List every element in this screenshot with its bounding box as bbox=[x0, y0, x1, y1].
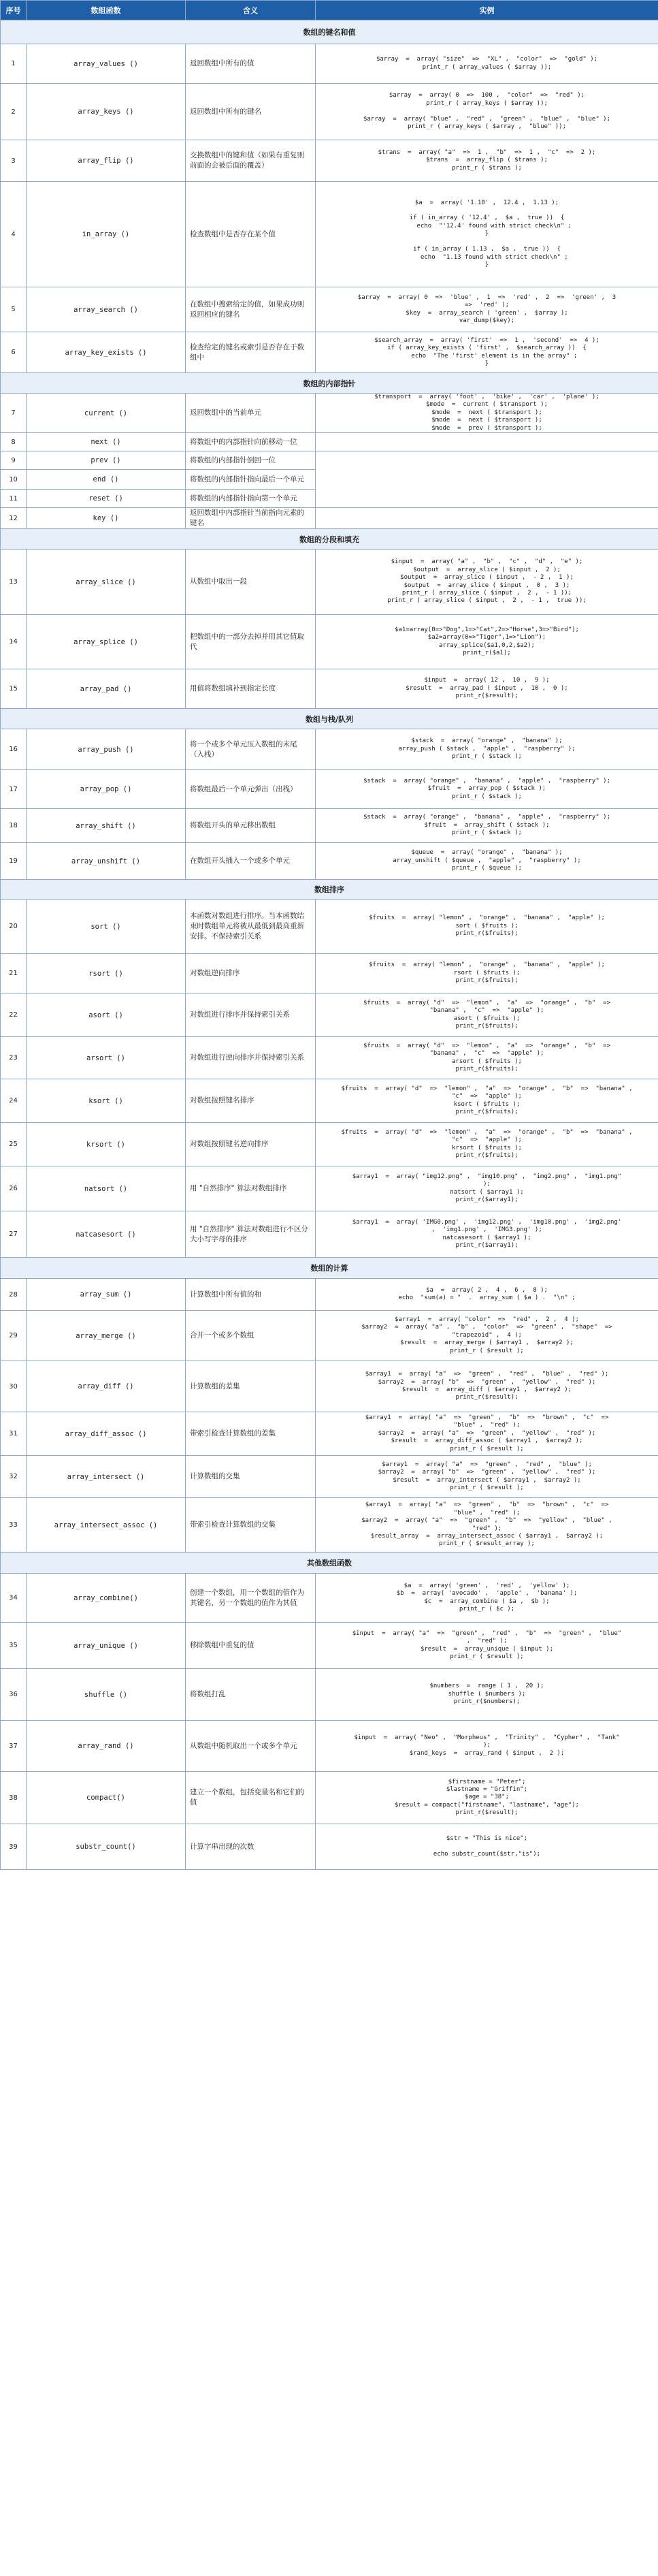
example-cell bbox=[316, 44, 658, 84]
function-name: array_diff_assoc () bbox=[27, 1412, 186, 1456]
table-row bbox=[1, 433, 658, 451]
function-name: array_merge () bbox=[27, 1311, 186, 1361]
table-row bbox=[1, 1123, 658, 1166]
table-row bbox=[1, 1824, 658, 1870]
function-meaning: 将数组的内部指针指向最后一个单元 bbox=[186, 470, 316, 490]
section-title: 其他数组函数 bbox=[1, 1553, 658, 1574]
table-body bbox=[1, 20, 658, 1870]
row-number: 14 bbox=[1, 615, 27, 669]
example-code: $fruits = array( "lemon" , "orange" , "banana" , "apple" ); rsort ( $fruits ); print_r($fruits); bbox=[369, 961, 605, 985]
function-name: array_values () bbox=[27, 44, 186, 84]
example-cell bbox=[316, 900, 658, 954]
table-row bbox=[1, 1079, 658, 1123]
example-cell bbox=[316, 394, 658, 433]
example-cell bbox=[316, 1623, 658, 1669]
row-number: 23 bbox=[1, 1037, 27, 1079]
table-row bbox=[1, 1574, 658, 1623]
example-code: $search_array = array( 'first' => 1 , 'second' => 4 ); if ( array_key_exists ( 'first' , $search_array )) { echo "The 'first' element is in the array" ; } bbox=[374, 336, 599, 367]
row-number: 39 bbox=[1, 1824, 27, 1870]
row-number: 26 bbox=[1, 1166, 27, 1211]
function-name: arsort () bbox=[27, 1037, 186, 1079]
function-meaning: 返回数组中的当前单元 bbox=[186, 394, 316, 433]
row-number: 19 bbox=[1, 843, 27, 880]
table-row bbox=[1, 1721, 658, 1772]
function-name: shuffle () bbox=[27, 1669, 186, 1721]
function-meaning: 对数组按照键名排序 bbox=[186, 1079, 316, 1123]
row-number: 30 bbox=[1, 1361, 27, 1412]
function-name: array_intersect () bbox=[27, 1456, 186, 1498]
function-name: next () bbox=[27, 433, 186, 451]
example-cell bbox=[316, 1824, 658, 1870]
example-cell bbox=[316, 1498, 658, 1553]
function-meaning: 用值将数组填补到指定长度 bbox=[186, 669, 316, 709]
example-code: $array1 = array( "img12.png" , "img10.png" , "img2.png" , "img1.png" ); natsort ( $array1 ); print_r($array1); bbox=[352, 1173, 622, 1203]
example-cell bbox=[316, 993, 658, 1037]
function-meaning: 用 "自然排序" 算法对数组排序 bbox=[186, 1166, 316, 1211]
row-number: 35 bbox=[1, 1623, 27, 1669]
table-row bbox=[1, 1211, 658, 1258]
function-name: array_push () bbox=[27, 729, 186, 770]
function-meaning: 将数组的内部指针倒回一位 bbox=[186, 451, 316, 470]
row-number: 8 bbox=[1, 433, 27, 451]
function-meaning: 交换数组中的键和值（如果有重复则前面的会被后面的覆盖） bbox=[186, 140, 316, 182]
row-number: 13 bbox=[1, 550, 27, 615]
table-row bbox=[1, 1037, 658, 1079]
example-code: $fruits = array( "d" => "lemon" , "a" => "orange" , "b" => "banana" , "c" => "apple" ); krsort ( $fruits ); print_r($fruits); bbox=[341, 1128, 633, 1159]
example-code: $input = array( "Neo" , "Morpheus" , "Trinity" , "Cypher" , "Tank" ); $rand_keys = array_rand ( $input , 2 ); bbox=[354, 1734, 620, 1757]
section-row bbox=[1, 529, 658, 550]
row-number: 34 bbox=[1, 1574, 27, 1623]
function-meaning: 在数组开头插入一个或多个单元 bbox=[186, 843, 316, 880]
function-name: array_rand () bbox=[27, 1721, 186, 1772]
row-number: 33 bbox=[1, 1498, 27, 1553]
function-name: array_unique () bbox=[27, 1623, 186, 1669]
section-row bbox=[1, 1258, 658, 1279]
function-name: reset () bbox=[27, 490, 186, 508]
example-code: $numbers = range ( 1 , 20 ); shuffle ( $numbers ); print_r($numbers); bbox=[429, 1683, 544, 1706]
row-number: 27 bbox=[1, 1211, 27, 1258]
function-name: natsort () bbox=[27, 1166, 186, 1211]
row-number: 17 bbox=[1, 770, 27, 809]
example-code: $stack = array( "orange" , "banana" , "apple" , "raspberry" ); $fruit = array_pop ( $stack ); print_r ( $stack ); bbox=[363, 777, 611, 800]
table-row bbox=[1, 332, 658, 373]
section-title: 数组的计算 bbox=[1, 1258, 658, 1279]
example-cell bbox=[316, 1211, 658, 1258]
row-number: 2 bbox=[1, 84, 27, 140]
table-row bbox=[1, 182, 658, 287]
row-number: 1 bbox=[1, 44, 27, 84]
function-name: array_shift () bbox=[27, 809, 186, 843]
table-row bbox=[1, 993, 658, 1037]
example-cell bbox=[316, 182, 658, 287]
function-name: sort () bbox=[27, 900, 186, 954]
function-name: compact() bbox=[27, 1772, 186, 1824]
header-example: 实例 bbox=[316, 1, 658, 20]
section-title: 数组的内部指针 bbox=[1, 373, 658, 394]
section-title: 数组的键名和值 bbox=[1, 20, 658, 44]
row-number: 25 bbox=[1, 1123, 27, 1166]
function-name: in_array () bbox=[27, 182, 186, 287]
header-meaning: 含义 bbox=[186, 1, 316, 20]
example-code: $array = array( 0 => 'blue' , 1 => 'red' , 2 => 'green' , 3 => 'red' ); $key = array_search ( 'green' , $array ); var_dump($key); bbox=[357, 293, 616, 324]
function-name: array_unshift () bbox=[27, 843, 186, 880]
example-code: $queue = array( "orange" , "banana" ); array_unshift ( $queue , "apple" , "raspberry" ); print_r ( $queue ); bbox=[393, 849, 581, 872]
example-code: $a1=array(0=>"Dog",1=>"Cat",2=>"Horse",3=>"Bird"); $a2=array(0=>"Tiger",1=>"Lion"); array_splice($a1,0,2,$a2); print_r($a1); bbox=[395, 626, 579, 656]
example-code: $trans = array( "a" => 1 , "b" => 1 , "c" => 2 ); $trans = array_flip ( $trans ); print_r ( $trans ); bbox=[378, 148, 596, 172]
example-cell bbox=[316, 1574, 658, 1623]
table-row bbox=[1, 451, 658, 470]
function-name: array_slice () bbox=[27, 550, 186, 615]
section-title: 数组排序 bbox=[1, 880, 658, 900]
table-row bbox=[1, 900, 658, 954]
example-cell bbox=[316, 1772, 658, 1824]
function-name: array_pop () bbox=[27, 770, 186, 809]
table-row bbox=[1, 1669, 658, 1721]
table-row bbox=[1, 809, 658, 843]
function-name: array_pad () bbox=[27, 669, 186, 709]
row-number: 12 bbox=[1, 508, 27, 529]
row-number: 36 bbox=[1, 1669, 27, 1721]
row-number: 24 bbox=[1, 1079, 27, 1123]
example-cell bbox=[316, 1412, 658, 1456]
header-function: 数组函数 bbox=[27, 1, 186, 20]
row-number: 7 bbox=[1, 394, 27, 433]
function-name: ksort () bbox=[27, 1079, 186, 1123]
function-meaning: 返回数组中所有的键名 bbox=[186, 84, 316, 140]
function-meaning: 对数组进行排序并保持索引关系 bbox=[186, 993, 316, 1037]
table-row bbox=[1, 394, 658, 433]
function-meaning: 从数组中随机取出一个或多个单元 bbox=[186, 1721, 316, 1772]
function-meaning: 合并一个或多个数组 bbox=[186, 1311, 316, 1361]
example-code: $fruits = array( "d" => "lemon" , "a" => "orange" , "b" => "banana" , "c" => "apple" ); ksort ( $fruits ); print_r($fruits); bbox=[341, 1085, 633, 1115]
table-row bbox=[1, 1623, 658, 1669]
function-meaning: 将数组的内部指针指向第一个单元 bbox=[186, 490, 316, 508]
example-cell bbox=[316, 843, 658, 880]
example-code: $array1 = array( 'IMG0.png' , 'img12.png' , 'img10.png' , 'img2.png' , 'img1.png' , 'IMG3.png' ); natcasesort ( $array1 ); print_r($array1); bbox=[352, 1218, 622, 1249]
table-row bbox=[1, 1279, 658, 1311]
function-name: end () bbox=[27, 470, 186, 490]
table-row bbox=[1, 287, 658, 332]
function-name: array_sum () bbox=[27, 1279, 186, 1311]
example-cell bbox=[316, 1311, 658, 1361]
function-meaning: 将一个或多个单元压入数组的末尾（入栈） bbox=[186, 729, 316, 770]
section-title: 数组与栈/队列 bbox=[1, 709, 658, 729]
function-name: array_flip () bbox=[27, 140, 186, 182]
function-name: asort () bbox=[27, 993, 186, 1037]
function-meaning: 将数组打乱 bbox=[186, 1669, 316, 1721]
example-cell bbox=[316, 1037, 658, 1079]
row-number: 20 bbox=[1, 900, 27, 954]
function-meaning: 把数组中的一部分去掉并用其它值取代 bbox=[186, 615, 316, 669]
example-cell bbox=[316, 1166, 658, 1211]
example-code: $str = "This is nice"; echo substr_count($str,"is"); bbox=[433, 1834, 541, 1858]
example-cell bbox=[316, 1079, 658, 1123]
row-number: 3 bbox=[1, 140, 27, 182]
example-code: $transport = array( 'foot' , 'bike' , 'car' , 'plane' ); $mode = current ( $transport ); $mode = next ( $transport ); $mode = next ( $transport ); $mode = prev ( $transport ); bbox=[374, 394, 599, 432]
example-cell bbox=[316, 1361, 658, 1412]
row-number: 10 bbox=[1, 470, 27, 490]
function-meaning: 计算数组的差集 bbox=[186, 1361, 316, 1412]
function-meaning: 计算字串出现的次数 bbox=[186, 1824, 316, 1870]
function-meaning: 建立一个数组，包括变量名和它们的值 bbox=[186, 1772, 316, 1824]
function-meaning: 在数组中搜索给定的值，如果成功则返回相应的键名 bbox=[186, 287, 316, 332]
example-cell bbox=[316, 550, 658, 615]
section-row bbox=[1, 709, 658, 729]
row-number: 6 bbox=[1, 332, 27, 373]
example-code: $array1 = array( "a" => "green" , "b" => "brown" , "c" => "blue" , "red" ); $array2 = array( "a" => "green" , "yellow" , "red" ); $result = array_diff_assoc ( $array1 , $array2 ); print_r ( $result ); bbox=[365, 1414, 609, 1452]
example-code: $input = array( "a" => "green" , "red" , "b" => "green" , "blue" , "red" ); $result = array_unique ( $input ); print_r ( $result ); bbox=[352, 1629, 622, 1660]
table-row bbox=[1, 140, 658, 182]
function-name: natcasesort () bbox=[27, 1211, 186, 1258]
function-name: array_key_exists () bbox=[27, 332, 186, 373]
example-cell bbox=[316, 332, 658, 373]
example-code: $array = array( "size" => "XL" , "color" => "gold" ); print_r ( array_values ( $array )); bbox=[376, 56, 598, 71]
table-row bbox=[1, 615, 658, 669]
function-name: substr_count() bbox=[27, 1824, 186, 1870]
function-meaning: 将数组开头的单元移出数组 bbox=[186, 809, 316, 843]
function-meaning: 本函数对数组进行排序。当本函数结束时数组单元将被从最低到最高重新安排。不保持索引关系 bbox=[186, 900, 316, 954]
example-cell bbox=[316, 287, 658, 332]
function-meaning: 对数组逆向排序 bbox=[186, 954, 316, 993]
table-row bbox=[1, 44, 658, 84]
row-number: 37 bbox=[1, 1721, 27, 1772]
example-cell bbox=[316, 1123, 658, 1166]
function-meaning: 检查数组中是否存在某个值 bbox=[186, 182, 316, 287]
function-name: array_diff () bbox=[27, 1361, 186, 1412]
example-code: $array1 = array( "color" => "red" , 2 , 4 ); $array2 = array( "a" , "b" , "color" => "green" , "shape" => "trapezoid" , 4 ); $result = array_merge ( $array1 , $array2 ); print_r ( $result ); bbox=[361, 1316, 612, 1354]
example-code: $input = array( 12 , 10 , 9 ); $result = array_pad ( $input , 10 , 0 ); print_r($result); bbox=[406, 677, 568, 700]
example-code: $stack = array( "orange" , "banana" , "apple" , "raspberry" ); $fruit = array_shift ( $stack ); print_r ( $stack ); bbox=[363, 814, 611, 837]
table-row bbox=[1, 84, 658, 140]
row-number: 28 bbox=[1, 1279, 27, 1311]
example-code: $fruits = array( "d" => "lemon" , "a" => "orange" , "b" => "banana" , "c" => "apple" ); arsort ( $fruits ); print_r($fruits); bbox=[363, 1042, 611, 1072]
row-number: 11 bbox=[1, 490, 27, 508]
table-row bbox=[1, 729, 658, 770]
example-cell bbox=[316, 508, 658, 529]
example-code: $stack = array( "orange" , "banana" ); array_push ( $stack , "apple" , "raspberry" ); print_r ( $stack ); bbox=[398, 737, 576, 761]
table-row bbox=[1, 508, 658, 529]
row-number: 5 bbox=[1, 287, 27, 332]
function-meaning: 将数组中的内部指针向前移动一位 bbox=[186, 433, 316, 451]
function-meaning: 返回数组中内部指针当前指向元素的键名 bbox=[186, 508, 316, 529]
function-meaning: 带索引检查计算数组的差集 bbox=[186, 1412, 316, 1456]
row-number: 22 bbox=[1, 993, 27, 1037]
table-row bbox=[1, 669, 658, 709]
example-cell bbox=[316, 84, 658, 140]
example-cell bbox=[316, 954, 658, 993]
row-number: 21 bbox=[1, 954, 27, 993]
example-cell bbox=[316, 1669, 658, 1721]
table-row bbox=[1, 843, 658, 880]
function-name: rsort () bbox=[27, 954, 186, 993]
function-name: current () bbox=[27, 394, 186, 433]
example-code: $array1 = array( "a" => "green" , "b" => "brown" , "c" => "blue" , "red" ); $array2 = array( "a" => "green" , "b" => "yellow" , "blue" , "red" ); $result_array = array_intersect_assoc ( $array1 , $array2 ); print_r ( $result_array ); bbox=[361, 1501, 612, 1548]
example-cell bbox=[316, 433, 658, 451]
example-cell bbox=[316, 1456, 658, 1498]
example-code: $fruits = array( "d" => "lemon" , "a" => "orange" , "b" => "banana" , "c" => "apple" ); asort ( $fruits ); print_r($fruits); bbox=[363, 999, 611, 1030]
section-row bbox=[1, 1553, 658, 1574]
table-header-row bbox=[1, 1, 658, 20]
table-row bbox=[1, 1772, 658, 1824]
row-number: 18 bbox=[1, 809, 27, 843]
example-cell bbox=[316, 770, 658, 809]
example-code: $a = array( '1.10' , 12.4 , 1.13 ); if ( in_array ( '12.4' , $a , true )) { echo "'12.4' found with strict check\n" ; } if ( in_array ( 1.13 , $a , true )) { echo "1.13 found with strict check\n" ; } bbox=[409, 199, 572, 268]
example-cell bbox=[316, 669, 658, 709]
example-code: $input = array( "a" , "b" , "c" , "d" , "e" ); $output = array_slice ( $input , 2 ); $output = array_slice ( $input , - 2 , 1 ); $output = array_slice ( $input , 0 , 3 ); print_r ( array_slice ( $input , 2 , - 1 )); print_r ( array_slice ( $input , 2 , - 1 , true )); bbox=[387, 558, 587, 605]
function-meaning: 对数组进行逆向排序并保持索引关系 bbox=[186, 1037, 316, 1079]
table-row bbox=[1, 1412, 658, 1456]
example-cell bbox=[316, 729, 658, 770]
function-name: array_search () bbox=[27, 287, 186, 332]
example-code: $array = array( 0 => 100 , "color" => "red" ); print_r ( array_keys ( $array )); $array = array( "blue" , "red" , "green" , "blue" , "blue" ); print_r ( array_keys ( $array , "blue" )); bbox=[363, 92, 611, 131]
row-number: 4 bbox=[1, 182, 27, 287]
table-row bbox=[1, 1498, 658, 1553]
table-row bbox=[1, 954, 658, 993]
row-number: 16 bbox=[1, 729, 27, 770]
example-cell bbox=[316, 1279, 658, 1311]
section-row bbox=[1, 373, 658, 394]
table-row bbox=[1, 1456, 658, 1498]
row-number: 32 bbox=[1, 1456, 27, 1498]
table-row bbox=[1, 770, 658, 809]
function-meaning: 检查给定的键名或索引是否存在于数组中 bbox=[186, 332, 316, 373]
function-meaning: 创建一个数组，用一个数组的值作为其键名，另一个数组的值作为其值 bbox=[186, 1574, 316, 1623]
function-name: array_combine() bbox=[27, 1574, 186, 1623]
header-no: 序号 bbox=[1, 1, 27, 20]
function-meaning: 移除数组中重复的值 bbox=[186, 1623, 316, 1669]
function-name: array_intersect_assoc () bbox=[27, 1498, 186, 1553]
example-code: $array1 = array( "a" => "green" , "red" , "blue" , "red" ); $array2 = array( "b" => "green" , "yellow" , "red" ); $result = array_diff ( $array1 , $array2 ); print_r($result); bbox=[365, 1371, 609, 1401]
function-name: array_keys () bbox=[27, 84, 186, 140]
example-code: $array1 = array( "a" => "green" , "red" , "blue" ); $array2 = array( "b" => "green" , "yellow" , "red" ); $result = array_intersect ( $array1 , $array2 ); print_r ( $result ); bbox=[378, 1461, 596, 1491]
example-code: $a = array( 2 , 4 , 6 , 8 ); echo "sum(a) = " . array_sum ( $a ) . "\n" ; bbox=[398, 1286, 576, 1302]
example-cell bbox=[316, 451, 658, 508]
row-number: 38 bbox=[1, 1772, 27, 1824]
example-cell bbox=[316, 1721, 658, 1772]
section-title: 数组的分段和填充 bbox=[1, 529, 658, 550]
function-meaning: 从数组中取出一段 bbox=[186, 550, 316, 615]
example-cell bbox=[316, 809, 658, 843]
function-name: key () bbox=[27, 508, 186, 529]
example-cell bbox=[316, 615, 658, 669]
function-meaning: 带索引检查计算数组的交集 bbox=[186, 1498, 316, 1553]
function-meaning: 用 "自然排序" 算法对数组进行不区分大小写字母的排序 bbox=[186, 1211, 316, 1258]
function-name: array_splice () bbox=[27, 615, 186, 669]
table-row bbox=[1, 1311, 658, 1361]
function-meaning: 返回数组中所有的值 bbox=[186, 44, 316, 84]
example-code: $a = array( 'green' , 'red' , 'yellow' ); $b = array( 'avocado' , 'apple' , 'banana' ); $c = array_combine ( $a , $b ); print_r ( $c ); bbox=[396, 1582, 578, 1612]
table-row bbox=[1, 1166, 658, 1211]
row-number: 31 bbox=[1, 1412, 27, 1456]
example-code: $fruits = array( "lemon" , "orange" , "banana" , "apple" ); sort ( $fruits ); print_r($fruits); bbox=[369, 915, 605, 938]
row-number: 15 bbox=[1, 669, 27, 709]
function-name: krsort () bbox=[27, 1123, 186, 1166]
row-number: 29 bbox=[1, 1311, 27, 1361]
row-number: 9 bbox=[1, 451, 27, 470]
table-row bbox=[1, 550, 658, 615]
function-meaning: 计算数组中所有值的和 bbox=[186, 1279, 316, 1311]
section-row bbox=[1, 880, 658, 900]
table-row bbox=[1, 1361, 658, 1412]
function-name: prev () bbox=[27, 451, 186, 470]
function-meaning: 对数组按照键名逆向排序 bbox=[186, 1123, 316, 1166]
function-meaning: 将数组最后一个单元弹出（出栈） bbox=[186, 770, 316, 809]
function-meaning: 计算数组的交集 bbox=[186, 1456, 316, 1498]
section-row bbox=[1, 20, 658, 44]
example-cell bbox=[316, 140, 658, 182]
example-code: $firstname = "Peter"; $lastname = "Griffin"; $age = "38"; $result = compact("firstname", "lastname", "age"); print_r($result); bbox=[395, 1778, 579, 1817]
